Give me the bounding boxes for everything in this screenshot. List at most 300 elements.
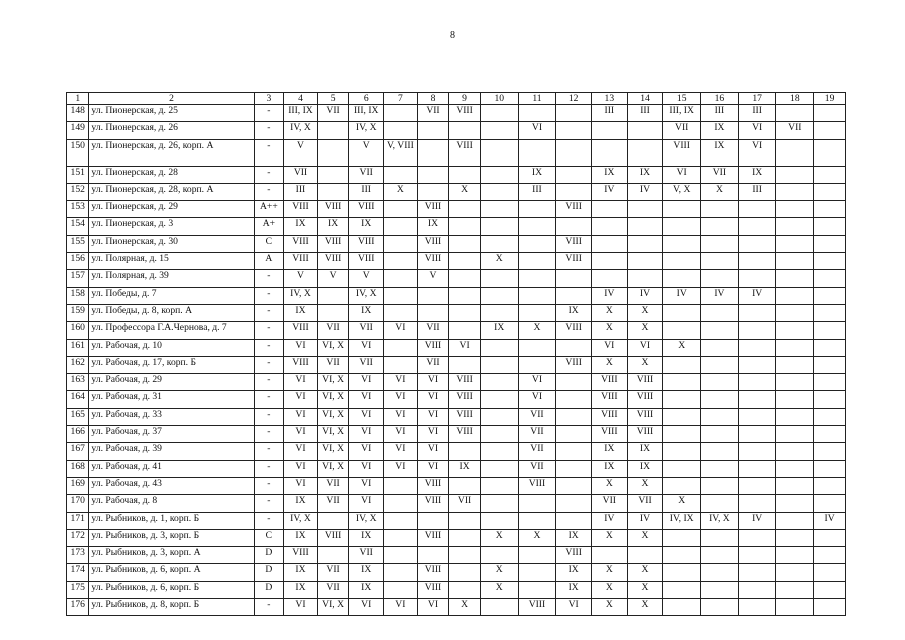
- table-cell: [480, 495, 518, 512]
- table-cell: [776, 495, 814, 512]
- column-header: 4: [284, 93, 318, 105]
- table-cell: VIII: [449, 426, 481, 443]
- table-cell: [627, 122, 663, 139]
- address-cell: ул. Пионерская, д. 26, корп. А: [89, 139, 254, 166]
- table-row: [67, 529, 846, 546]
- table-cell: [738, 477, 776, 494]
- table-cell: [701, 201, 739, 218]
- table-cell: [627, 547, 663, 564]
- table-row: [67, 322, 846, 339]
- table-cell: [776, 304, 814, 321]
- table-row: [67, 477, 846, 494]
- table-cell: VIII: [417, 529, 449, 546]
- table-cell: [417, 139, 449, 166]
- table-cell: [480, 287, 518, 304]
- table-cell: [518, 547, 556, 564]
- row-number-cell: 157: [67, 270, 89, 287]
- table-cell: [449, 201, 481, 218]
- table-cell: [449, 253, 481, 270]
- table-cell: VIII: [591, 374, 627, 391]
- column-header: 8: [417, 93, 449, 105]
- table-cell: VI: [417, 426, 449, 443]
- table-cell: VI: [518, 374, 556, 391]
- table-cell: [556, 408, 592, 425]
- table-cell: VI, X: [317, 391, 349, 408]
- table-cell: VII: [449, 495, 481, 512]
- table-cell: VII: [417, 356, 449, 373]
- table-cell: VI: [627, 339, 663, 356]
- table-cell: X: [591, 529, 627, 546]
- table-cell: [776, 529, 814, 546]
- table-cell: [449, 547, 481, 564]
- table-cell: [480, 201, 518, 218]
- table-cell: -: [254, 374, 284, 391]
- table-cell: VII: [284, 166, 318, 183]
- table-cell: [556, 374, 592, 391]
- table-cell: VI: [349, 495, 384, 512]
- table-cell: IV, X: [701, 512, 739, 529]
- table-cell: [317, 166, 349, 183]
- table-cell: VIII: [449, 391, 481, 408]
- table-cell: VIII: [627, 408, 663, 425]
- table-cell: IX: [349, 564, 384, 581]
- row-number-cell: 167: [67, 443, 89, 460]
- table-cell: [776, 201, 814, 218]
- table-cell: [384, 166, 418, 183]
- table-cell: VI: [284, 599, 318, 616]
- table-cell: VII: [518, 426, 556, 443]
- table-cell: IV, X: [284, 287, 318, 304]
- table-cell: [518, 253, 556, 270]
- column-header: 1: [67, 93, 89, 105]
- table-cell: [556, 183, 592, 200]
- table-cell: [663, 564, 701, 581]
- table-cell: IX: [349, 218, 384, 235]
- table-cell: IX: [284, 564, 318, 581]
- table-cell: VIII: [518, 599, 556, 616]
- table-cell: [776, 581, 814, 598]
- table-cell: IX: [556, 581, 592, 598]
- table-cell: V, VIII: [384, 139, 418, 166]
- table-cell: [449, 322, 481, 339]
- table-cell: IV, IX: [663, 512, 701, 529]
- data-table: [66, 92, 846, 616]
- table-cell: IV, X: [349, 512, 384, 529]
- table-cell: [663, 391, 701, 408]
- address-cell: ул. Победы, д. 7: [89, 287, 254, 304]
- table-cell: [663, 201, 701, 218]
- table-cell: [701, 356, 739, 373]
- table-cell: VI, X: [317, 339, 349, 356]
- table-cell: VI: [349, 374, 384, 391]
- table-cell: X: [627, 322, 663, 339]
- table-cell: [663, 304, 701, 321]
- table-cell: V: [317, 270, 349, 287]
- table-cell: [591, 235, 627, 252]
- table-cell: VI: [284, 374, 318, 391]
- table-cell: IV, X: [349, 287, 384, 304]
- table-cell: [738, 495, 776, 512]
- table-cell: X: [591, 356, 627, 373]
- table-cell: [738, 564, 776, 581]
- table-cell: [518, 235, 556, 252]
- address-cell: ул. Рабочая, д. 33: [89, 408, 254, 425]
- table-cell: [384, 581, 418, 598]
- table-cell: [627, 235, 663, 252]
- table-cell: VIII: [417, 339, 449, 356]
- table-cell: [701, 426, 739, 443]
- table-cell: [518, 581, 556, 598]
- table-cell: VIII: [284, 201, 318, 218]
- table-cell: [556, 512, 592, 529]
- table-cell: VII: [349, 547, 384, 564]
- table-cell: VII: [627, 495, 663, 512]
- table-cell: IV, X: [284, 122, 318, 139]
- table-cell: VI, X: [317, 374, 349, 391]
- row-number-cell: 158: [67, 287, 89, 304]
- table-cell: VI: [349, 339, 384, 356]
- table-cell: [814, 495, 846, 512]
- table-cell: V, X: [663, 183, 701, 200]
- table-cell: VIII: [417, 495, 449, 512]
- table-cell: [556, 460, 592, 477]
- table-cell: VI, X: [317, 460, 349, 477]
- table-cell: IX: [317, 218, 349, 235]
- table-cell: VI: [349, 599, 384, 616]
- table-cell: VI: [384, 391, 418, 408]
- table-row: [67, 374, 846, 391]
- table-cell: A: [254, 253, 284, 270]
- table-cell: [556, 477, 592, 494]
- table-cell: VII: [776, 122, 814, 139]
- address-cell: ул. Рабочая, д. 8: [89, 495, 254, 512]
- table-cell: [776, 599, 814, 616]
- table-cell: IX: [349, 529, 384, 546]
- table-cell: IV: [627, 287, 663, 304]
- table-cell: [663, 426, 701, 443]
- table-cell: [814, 166, 846, 183]
- table-cell: [738, 460, 776, 477]
- table-cell: [663, 599, 701, 616]
- table-cell: [663, 460, 701, 477]
- address-cell: ул. Пионерская, д. 28: [89, 166, 254, 183]
- table-cell: [417, 287, 449, 304]
- table-cell: [449, 529, 481, 546]
- table-cell: III: [738, 183, 776, 200]
- table-cell: [591, 253, 627, 270]
- row-number-cell: 169: [67, 477, 89, 494]
- table-cell: VI: [349, 408, 384, 425]
- table-cell: VIII: [663, 139, 701, 166]
- table-cell: VI: [349, 391, 384, 408]
- table-cell: IX: [449, 460, 481, 477]
- table-cell: VII: [317, 477, 349, 494]
- table-cell: VIII: [449, 139, 481, 166]
- address-cell: ул. Пионерская, д. 28, корп. А: [89, 183, 254, 200]
- table-cell: A++: [254, 201, 284, 218]
- table-cell: [776, 253, 814, 270]
- table-cell: IX: [349, 304, 384, 321]
- table-cell: [480, 547, 518, 564]
- table-cell: VIII: [556, 356, 592, 373]
- table-cell: VI: [284, 426, 318, 443]
- table-cell: [738, 443, 776, 460]
- table-cell: VI, X: [317, 408, 349, 425]
- table-cell: [738, 581, 776, 598]
- table-cell: IX: [701, 122, 739, 139]
- address-cell: ул. Пионерская, д. 29: [89, 201, 254, 218]
- table-cell: [701, 218, 739, 235]
- table-cell: VII: [317, 495, 349, 512]
- column-header: 13: [591, 93, 627, 105]
- row-number-cell: 153: [67, 201, 89, 218]
- table-cell: [384, 495, 418, 512]
- row-number-cell: 163: [67, 374, 89, 391]
- table-cell: [663, 356, 701, 373]
- table-cell: [384, 105, 418, 122]
- table-cell: [384, 477, 418, 494]
- table-cell: [591, 201, 627, 218]
- table-cell: [776, 183, 814, 200]
- table-cell: X: [518, 322, 556, 339]
- table-cell: VI, X: [317, 443, 349, 460]
- row-number-cell: 165: [67, 408, 89, 425]
- table-cell: [556, 166, 592, 183]
- table-cell: VI: [284, 339, 318, 356]
- table-cell: [627, 201, 663, 218]
- table-cell: [814, 426, 846, 443]
- table-cell: [738, 201, 776, 218]
- table-cell: III: [738, 105, 776, 122]
- table-cell: VI: [518, 122, 556, 139]
- address-cell: ул. Пионерская, д. 30: [89, 235, 254, 252]
- table-cell: -: [254, 426, 284, 443]
- table-cell: IX: [284, 218, 318, 235]
- table-row: [67, 253, 846, 270]
- table-cell: VIII: [449, 408, 481, 425]
- table-cell: [776, 477, 814, 494]
- table-cell: [701, 270, 739, 287]
- table-cell: X: [627, 581, 663, 598]
- table-cell: [449, 218, 481, 235]
- table-cell: VII: [701, 166, 739, 183]
- table-cell: -: [254, 339, 284, 356]
- table-cell: VIII: [518, 477, 556, 494]
- table-cell: X: [518, 529, 556, 546]
- address-cell: ул. Рабочая, д. 43: [89, 477, 254, 494]
- table-cell: -: [254, 443, 284, 460]
- table-row: [67, 408, 846, 425]
- table-cell: [776, 408, 814, 425]
- row-number-cell: 160: [67, 322, 89, 339]
- row-number-cell: 172: [67, 529, 89, 546]
- column-header: 3: [254, 93, 284, 105]
- row-number-cell: 174: [67, 564, 89, 581]
- table-cell: [449, 287, 481, 304]
- table-cell: IX: [417, 218, 449, 235]
- table-cell: [480, 599, 518, 616]
- table-cell: VIII: [591, 426, 627, 443]
- table-cell: [384, 218, 418, 235]
- address-cell: ул. Рабочая, д. 41: [89, 460, 254, 477]
- table-cell: VI: [417, 374, 449, 391]
- table-cell: C: [254, 529, 284, 546]
- table-cell: [738, 356, 776, 373]
- table-cell: VI: [384, 443, 418, 460]
- table-cell: [814, 564, 846, 581]
- table-cell: [518, 304, 556, 321]
- table-cell: [738, 374, 776, 391]
- table-cell: VII: [349, 356, 384, 373]
- table-cell: VIII: [284, 253, 318, 270]
- table-cell: [384, 253, 418, 270]
- address-cell: ул. Полярная, д. 15: [89, 253, 254, 270]
- table-cell: VIII: [556, 322, 592, 339]
- table-cell: [701, 529, 739, 546]
- table-cell: -: [254, 139, 284, 166]
- table-cell: [417, 166, 449, 183]
- row-number-cell: 164: [67, 391, 89, 408]
- table-cell: VII: [317, 322, 349, 339]
- table-cell: VII: [317, 581, 349, 598]
- table-cell: VIII: [317, 253, 349, 270]
- table-cell: VII: [317, 356, 349, 373]
- table-cell: [449, 235, 481, 252]
- table-cell: [814, 599, 846, 616]
- row-number-cell: 166: [67, 426, 89, 443]
- table-cell: [663, 581, 701, 598]
- table-cell: [384, 122, 418, 139]
- table-cell: [480, 426, 518, 443]
- table-cell: III: [591, 105, 627, 122]
- table-cell: VI: [384, 322, 418, 339]
- column-header: 9: [449, 93, 481, 105]
- table-cell: -: [254, 512, 284, 529]
- table-cell: [384, 339, 418, 356]
- table-cell: [317, 287, 349, 304]
- table-cell: VIII: [317, 235, 349, 252]
- table-row: [67, 105, 846, 122]
- table-cell: IX: [556, 529, 592, 546]
- table-cell: [776, 512, 814, 529]
- table-cell: VI: [284, 477, 318, 494]
- table-cell: -: [254, 287, 284, 304]
- table-cell: X: [627, 529, 663, 546]
- table-cell: [701, 495, 739, 512]
- table-cell: [814, 374, 846, 391]
- table-cell: X: [480, 564, 518, 581]
- table-cell: X: [591, 599, 627, 616]
- table-cell: [776, 166, 814, 183]
- table-cell: VIII: [449, 374, 481, 391]
- address-cell: ул. Рабочая, д. 10: [89, 339, 254, 356]
- table-cell: X: [663, 339, 701, 356]
- table-cell: V: [349, 139, 384, 166]
- table-cell: [814, 201, 846, 218]
- table-cell: [776, 105, 814, 122]
- table-cell: VI: [556, 599, 592, 616]
- table-cell: A+: [254, 218, 284, 235]
- table-cell: [591, 122, 627, 139]
- table-cell: [738, 547, 776, 564]
- table-cell: -: [254, 183, 284, 200]
- table-cell: [417, 122, 449, 139]
- table-cell: [591, 547, 627, 564]
- table-cell: [701, 253, 739, 270]
- row-number-cell: 173: [67, 547, 89, 564]
- table-cell: [317, 512, 349, 529]
- table-cell: [814, 339, 846, 356]
- table-cell: C: [254, 235, 284, 252]
- table-cell: III: [284, 183, 318, 200]
- table-cell: IV: [814, 512, 846, 529]
- table-cell: [317, 183, 349, 200]
- table-cell: [518, 564, 556, 581]
- table-cell: IV: [627, 512, 663, 529]
- table-cell: VIII: [556, 201, 592, 218]
- table-cell: [518, 512, 556, 529]
- table-cell: [480, 512, 518, 529]
- table-cell: [663, 529, 701, 546]
- table-cell: VIII: [449, 105, 481, 122]
- table-cell: [480, 374, 518, 391]
- table-cell: VI: [417, 460, 449, 477]
- table-cell: [449, 477, 481, 494]
- table-cell: VIII: [417, 235, 449, 252]
- table-cell: III: [701, 105, 739, 122]
- table-cell: [701, 581, 739, 598]
- table-cell: [701, 322, 739, 339]
- table-cell: [627, 253, 663, 270]
- table-cell: [776, 270, 814, 287]
- table-cell: [518, 218, 556, 235]
- table-cell: -: [254, 322, 284, 339]
- column-header: 12: [556, 93, 592, 105]
- table-row: [67, 599, 846, 616]
- table-cell: [449, 166, 481, 183]
- table-cell: [776, 287, 814, 304]
- address-cell: ул. Профессора Г.А.Чернова, д. 7: [89, 322, 254, 339]
- table-cell: VII: [518, 408, 556, 425]
- table-cell: [556, 218, 592, 235]
- row-number-cell: 161: [67, 339, 89, 356]
- table-cell: X: [627, 564, 663, 581]
- table-cell: [480, 218, 518, 235]
- table-cell: VIII: [556, 253, 592, 270]
- table-cell: [701, 339, 739, 356]
- table-cell: [776, 322, 814, 339]
- table-cell: IV: [627, 183, 663, 200]
- address-cell: ул. Пионерская, д. 25: [89, 105, 254, 122]
- table-cell: [701, 391, 739, 408]
- table-cell: [627, 218, 663, 235]
- table-cell: V: [349, 270, 384, 287]
- table-cell: [814, 139, 846, 166]
- table-row: [67, 547, 846, 564]
- table-cell: [627, 270, 663, 287]
- table-cell: [814, 287, 846, 304]
- table-cell: [663, 408, 701, 425]
- table-cell: -: [254, 408, 284, 425]
- table-cell: V: [417, 270, 449, 287]
- table-cell: [814, 443, 846, 460]
- row-number-cell: 149: [67, 122, 89, 139]
- table-cell: [556, 287, 592, 304]
- table-cell: [417, 547, 449, 564]
- address-cell: ул. Рабочая, д. 29: [89, 374, 254, 391]
- table-cell: X: [480, 529, 518, 546]
- table-row: [67, 304, 846, 321]
